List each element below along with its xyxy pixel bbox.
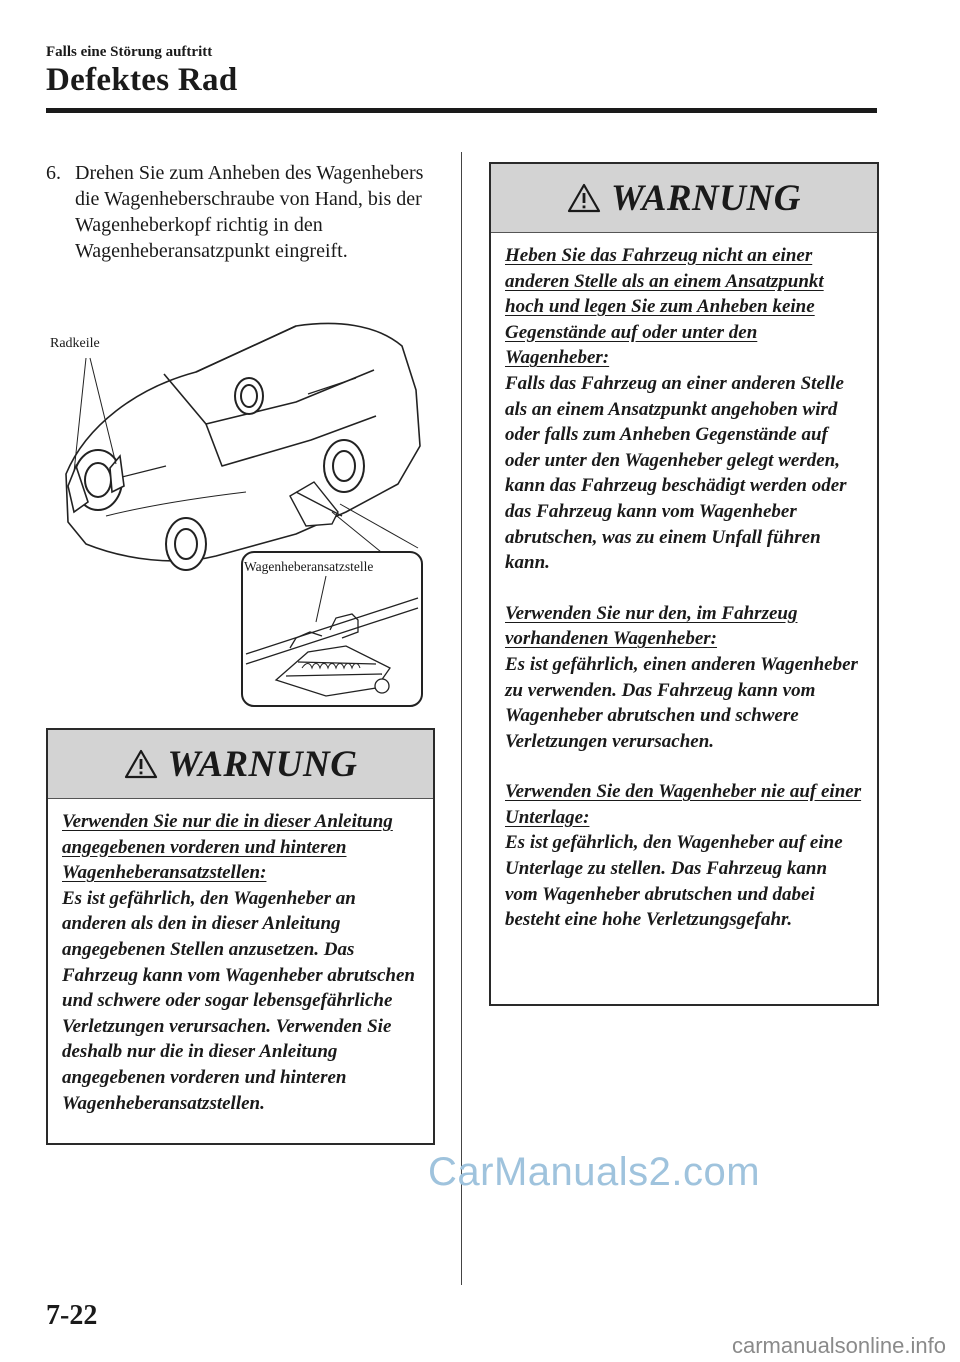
- warning-text: Es ist gefährlich, den Wagenheber an anderen als den in dieser Anleitung angegebenen Stellen anzusetzen. Das Fahrzeug kann vom Wagenheber abrutschen und schwere oder sogar lebensgefährliche Verletzungen verursachen. Verwenden Sie deshalb nur die in dieser Anleitung angegebenen vorderen und hinteren Wagenheberansatzstellen.: [62, 887, 415, 1114]
- page-title: Defektes Rad: [46, 62, 238, 98]
- footer-watermark: carmanualsonline.info: [731, 1333, 946, 1358]
- warning-body: [491, 233, 877, 947]
- warning-underlined: Verwenden Sie nur die in dieser Anleitung angegebenen vorderen und hinteren Wagenheberansatzstellen:: [62, 811, 393, 884]
- step-number: 6.: [46, 162, 61, 184]
- warning-item-1-text: Falls das Fahrzeug an einer anderen Stelle als an einem Ansatzpunkt angehoben wird oder falls zum Anheben Gegenstände auf oder unter den Wagenheber gelegt werden, kann das Fahrzeug beschädigt werden oder das Fahrzeug kann vom Wagenheber abrutschen, was zu einem Unfall führen kann.: [505, 372, 847, 574]
- page-number: 7-22: [46, 1300, 98, 1331]
- warning-header: [48, 730, 433, 799]
- car-jack-illustration: [46, 316, 432, 712]
- section-label: Falls eine Störung auftritt: [46, 44, 213, 60]
- label-wagenheberansatzstelle: Wagenheberansatzstelle: [244, 559, 374, 574]
- warning-body: [48, 799, 433, 1130]
- warning-heading: WARNUNG: [167, 743, 358, 785]
- watermark: CarManuals2.com: [428, 1150, 761, 1194]
- title-rule: [46, 108, 877, 113]
- warning-box-right: [489, 162, 879, 1006]
- warning-item-2-underlined: Verwenden Sie nur den, im Fahrzeug vorhandenen Wagenheber:: [505, 602, 798, 650]
- warning-item-3-underlined: Verwenden Sie den Wagenheber nie auf einer Unterlage:: [505, 781, 862, 828]
- warning-item-1-underlined: Heben Sie das Fahrzeug nicht an einer anderen Stelle als an einem Ansatzpunkt hoch und legen Sie zum Anheben keine Gegenstände auf oder unter den Wagenheber:: [505, 245, 824, 369]
- warning-triangle-icon: [124, 749, 158, 779]
- warning-heading: WARNUNG: [611, 177, 801, 219]
- step-6: [46, 160, 446, 264]
- label-radkeile: Radkeile: [50, 336, 100, 351]
- step-text: Drehen Sie zum Anheben des Wagenhebers die Wagenheberschraube von Hand, bis der Wagenheberkopf richtig in den Wagenheberansatzpunkt eingreift.: [75, 162, 424, 262]
- jack-figure: [46, 316, 432, 712]
- column-divider: [461, 152, 462, 1285]
- warning-box-left: [46, 728, 435, 1145]
- warning-triangle-icon: [567, 183, 601, 213]
- warning-item-2-text: Es ist gefährlich, einen anderen Wagenheber zu verwenden. Das Fahrzeug kann vom Wagenheber abrutschen und schwere Verletzungen verursachen.: [505, 653, 858, 752]
- warning-item-3-text: Es ist gefährlich, den Wagenheber auf eine Unterlage zu stellen. Das Fahrzeug kann vom Wagenheber abrutschen und dabei besteht eine hohe Verletzungsgefahr.: [505, 832, 843, 931]
- warning-header: [491, 164, 877, 233]
